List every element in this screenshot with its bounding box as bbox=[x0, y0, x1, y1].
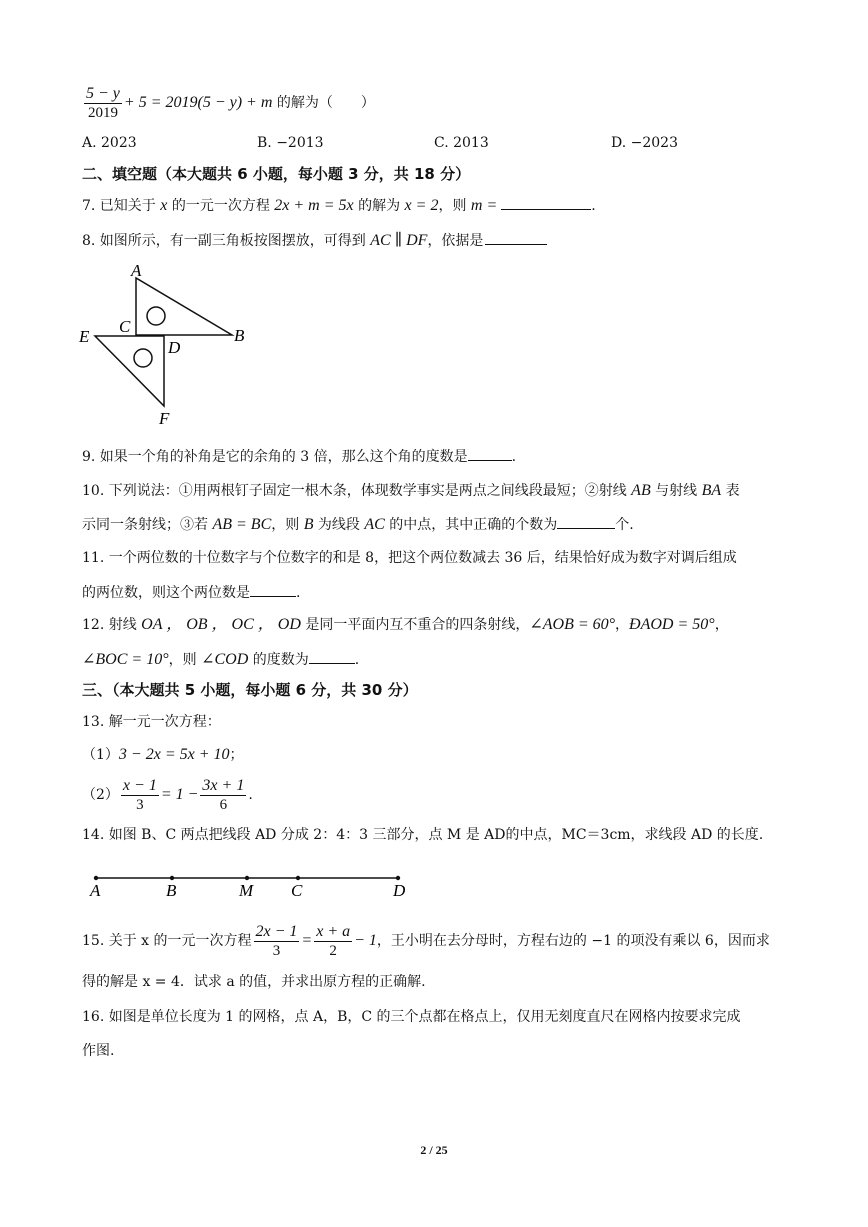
section2-heading: 二、填空题（本大题共 6 小题，每小题 3 分，共 18 分） bbox=[82, 165, 471, 183]
q7-t4: ，则 bbox=[438, 198, 471, 214]
point-label-c: C bbox=[119, 317, 131, 336]
segment-label-a: A bbox=[90, 881, 101, 900]
q11-end: . bbox=[296, 585, 301, 601]
q12-end: . bbox=[354, 652, 360, 668]
q13-den-right: 6 bbox=[219, 796, 228, 813]
q12-angle-boc: ∠BOC = 10° bbox=[82, 651, 169, 668]
segment-label-d: D bbox=[393, 881, 406, 900]
q12-line1 bbox=[82, 615, 729, 635]
q13-part2 bbox=[82, 773, 253, 817]
q10-line2 bbox=[82, 514, 634, 535]
q13-part1-end: ； bbox=[229, 747, 244, 763]
set-squares-figure bbox=[76, 262, 266, 432]
q7-answer-blank bbox=[501, 195, 591, 210]
q7-var-x: x bbox=[160, 197, 168, 214]
q10-text-f: 为线段 bbox=[313, 517, 365, 533]
q6-equation-line bbox=[82, 83, 375, 123]
triangle-hole-lower bbox=[134, 349, 152, 367]
q13-num-left: x − 1 bbox=[122, 776, 157, 794]
q13-part1-equation: 3 − 2x = 5x + 10 bbox=[118, 746, 230, 763]
segment-label-b: B bbox=[166, 881, 177, 900]
segment-label-c: C bbox=[291, 881, 303, 900]
q11-text: 的两位数，则这个两位数是 bbox=[82, 585, 250, 601]
q6-option-d: D. −2023 bbox=[611, 135, 678, 151]
q12-answer-blank bbox=[309, 649, 355, 664]
q12-text-a: 12. 射线 bbox=[82, 617, 142, 633]
q6-frac-num: 5 − y bbox=[86, 84, 120, 102]
point-label-f: F bbox=[159, 409, 170, 428]
q9-text: 9. 如果一个角的补角是它的余角的 3 倍，那么这个角的度数是 bbox=[82, 449, 468, 465]
q7-t1: 7. 已知关于 bbox=[82, 198, 161, 214]
q12-angle-aod: ÐAOD = 50° bbox=[629, 616, 715, 633]
q10-point-b: B bbox=[303, 516, 314, 533]
q12-angle-cod: ∠COD bbox=[201, 651, 249, 668]
segment-label-m: M bbox=[239, 881, 254, 900]
q10-text-g: 的中点，其中正确的个数为 bbox=[384, 517, 558, 533]
q15-den-right: 2 bbox=[329, 942, 337, 959]
q10-ray-ab: AB bbox=[631, 482, 651, 499]
q13-part2-end: . bbox=[248, 787, 253, 803]
q15-text-a: 15. 关于 x 的一元一次方程 bbox=[82, 933, 252, 949]
q12-angle-aob: ∠AOB = 60° bbox=[529, 616, 616, 633]
q9-line bbox=[82, 446, 516, 467]
q16-line2: 作图. bbox=[82, 1043, 115, 1059]
q15-den-left: 3 bbox=[272, 942, 281, 959]
q13-part2-label: （2） bbox=[82, 787, 119, 803]
page-number: 2 / 25 bbox=[420, 1143, 448, 1157]
q11-line2 bbox=[82, 582, 300, 603]
q13-num-right: 3x + 1 bbox=[202, 776, 245, 794]
point-d-dot bbox=[396, 876, 400, 880]
q15-line2: 得的解是 x = 4．试求 a 的值，并求出原方程的正确解. bbox=[82, 974, 426, 990]
q14-text: 14. 如图 B、C 两点把线段 AD 分成 2：4：3 三部分，点 M 是 AD的中点，MC＝3cm，求线段 AD 的长度. bbox=[82, 827, 764, 843]
q7-solution: x = 2 bbox=[404, 197, 439, 214]
segment-ad-figure bbox=[86, 866, 416, 902]
point-a-dot bbox=[94, 876, 98, 880]
q12-text-c: ， bbox=[714, 617, 729, 633]
q10-text-a: 10. 下列说法：①用两根钉子固定一根木条，体现数学事实是两点之间线段最短；②射线 bbox=[82, 483, 632, 499]
q15-line1 bbox=[82, 919, 770, 963]
q6-frac-den: 2019 bbox=[87, 104, 118, 121]
point-c-dot bbox=[296, 876, 300, 880]
q12-line2 bbox=[82, 649, 359, 670]
q10-ray-ba: BA bbox=[701, 482, 722, 499]
q13-fraction-left bbox=[121, 777, 159, 814]
q8-line bbox=[82, 230, 547, 251]
q6-option-c: C. 2013 bbox=[434, 135, 489, 151]
section3-heading: 三、（本大题共 5 小题，每小题 6 分，共 30 分） bbox=[82, 681, 418, 699]
q6-option-a: A. 2023 bbox=[82, 135, 137, 151]
q12-sep: ， bbox=[615, 617, 630, 633]
point-label-b: B bbox=[234, 326, 245, 345]
triangle-hole-upper bbox=[147, 307, 165, 325]
q11-answer-blank bbox=[250, 582, 296, 597]
q9-end: . bbox=[511, 449, 517, 465]
q7-t3: 的解为 bbox=[353, 198, 405, 214]
q9-answer-blank bbox=[468, 446, 512, 461]
point-label-e: E bbox=[79, 327, 90, 346]
q10-text-h: 个. bbox=[615, 517, 634, 533]
q12-rays: OA ， OB ， OC ， OD bbox=[141, 616, 301, 633]
point-label-d: D bbox=[168, 338, 181, 357]
q13-middle: = 1 − bbox=[160, 786, 199, 803]
q7-t2: 的一元一次方程 bbox=[167, 198, 275, 214]
q15-minus-one: − 1 bbox=[354, 932, 377, 949]
q10-segment-ac: AC bbox=[364, 516, 385, 533]
q6-tail: 的解为（ ） bbox=[272, 95, 375, 111]
point-m-dot bbox=[245, 876, 249, 880]
q13-fraction-right bbox=[200, 777, 246, 814]
q13-title: 13. 解一元一次方程： bbox=[82, 714, 221, 730]
q8-t1: 8. 如图所示，有一副三角板按图摆放，可得到 bbox=[82, 233, 371, 249]
q6-option-b: B. −2013 bbox=[257, 135, 324, 151]
point-b-dot bbox=[170, 876, 174, 880]
q15-num-right: x + a bbox=[316, 922, 351, 940]
q7-m: m = bbox=[470, 197, 498, 214]
q12-text-b: 是同一平面内互不重合的四条射线， bbox=[300, 617, 530, 633]
q10-text-d: 示同一条射线；③若 bbox=[82, 517, 213, 533]
q15-eqsign: = bbox=[301, 932, 313, 949]
q16-line1: 16. 如图是单位长度为 1 的网格，点 A，B，C 的三个点都在格点上，仅用无刻度直尺在网格内按要求完成 bbox=[82, 1009, 741, 1025]
q8-t2: ，依据是 bbox=[427, 233, 484, 249]
q10-text-e: ，则 bbox=[271, 517, 304, 533]
q12-text-d: ，则 bbox=[168, 652, 202, 668]
q15-fraction-right bbox=[314, 923, 352, 960]
q13-den-left: 3 bbox=[136, 796, 144, 813]
triangle-def bbox=[95, 336, 164, 406]
q13-part1-label: （1） bbox=[82, 747, 119, 763]
q8-answer-blank bbox=[485, 230, 547, 245]
q12-text-e: 的度数为 bbox=[248, 652, 309, 668]
q6-equation: + 5 = 2019(5 − y) + m bbox=[123, 94, 273, 111]
q15-text-b: ，王小明在去分母时，方程右边的 −1 的项没有乘以 6，因而求 bbox=[376, 933, 770, 949]
q13-part1 bbox=[82, 745, 244, 765]
q10-line1 bbox=[82, 481, 740, 501]
q15-fraction-left bbox=[254, 923, 300, 960]
q7-end: . bbox=[591, 198, 596, 214]
q7-equation: 2x + m = 5x bbox=[274, 197, 354, 214]
q10-answer-blank bbox=[557, 514, 615, 529]
q11-line1: 11. 一个两位数的十位数字与个位数字的和是 8，把这个两位数减去 36 后，结果恰好成为数字对调后组成 bbox=[82, 550, 737, 566]
q10-text-c: 表 bbox=[721, 483, 740, 499]
triangle-abc bbox=[136, 278, 232, 335]
q8-relation: AC ∥ DF bbox=[370, 232, 428, 249]
q10-equation: AB = BC bbox=[212, 516, 272, 533]
q15-num-left: 2x − 1 bbox=[255, 922, 298, 940]
q7-line bbox=[82, 195, 596, 216]
point-label-a: A bbox=[131, 262, 142, 280]
q10-text-b: 与射线 bbox=[650, 483, 702, 499]
q6-fraction bbox=[84, 85, 122, 122]
